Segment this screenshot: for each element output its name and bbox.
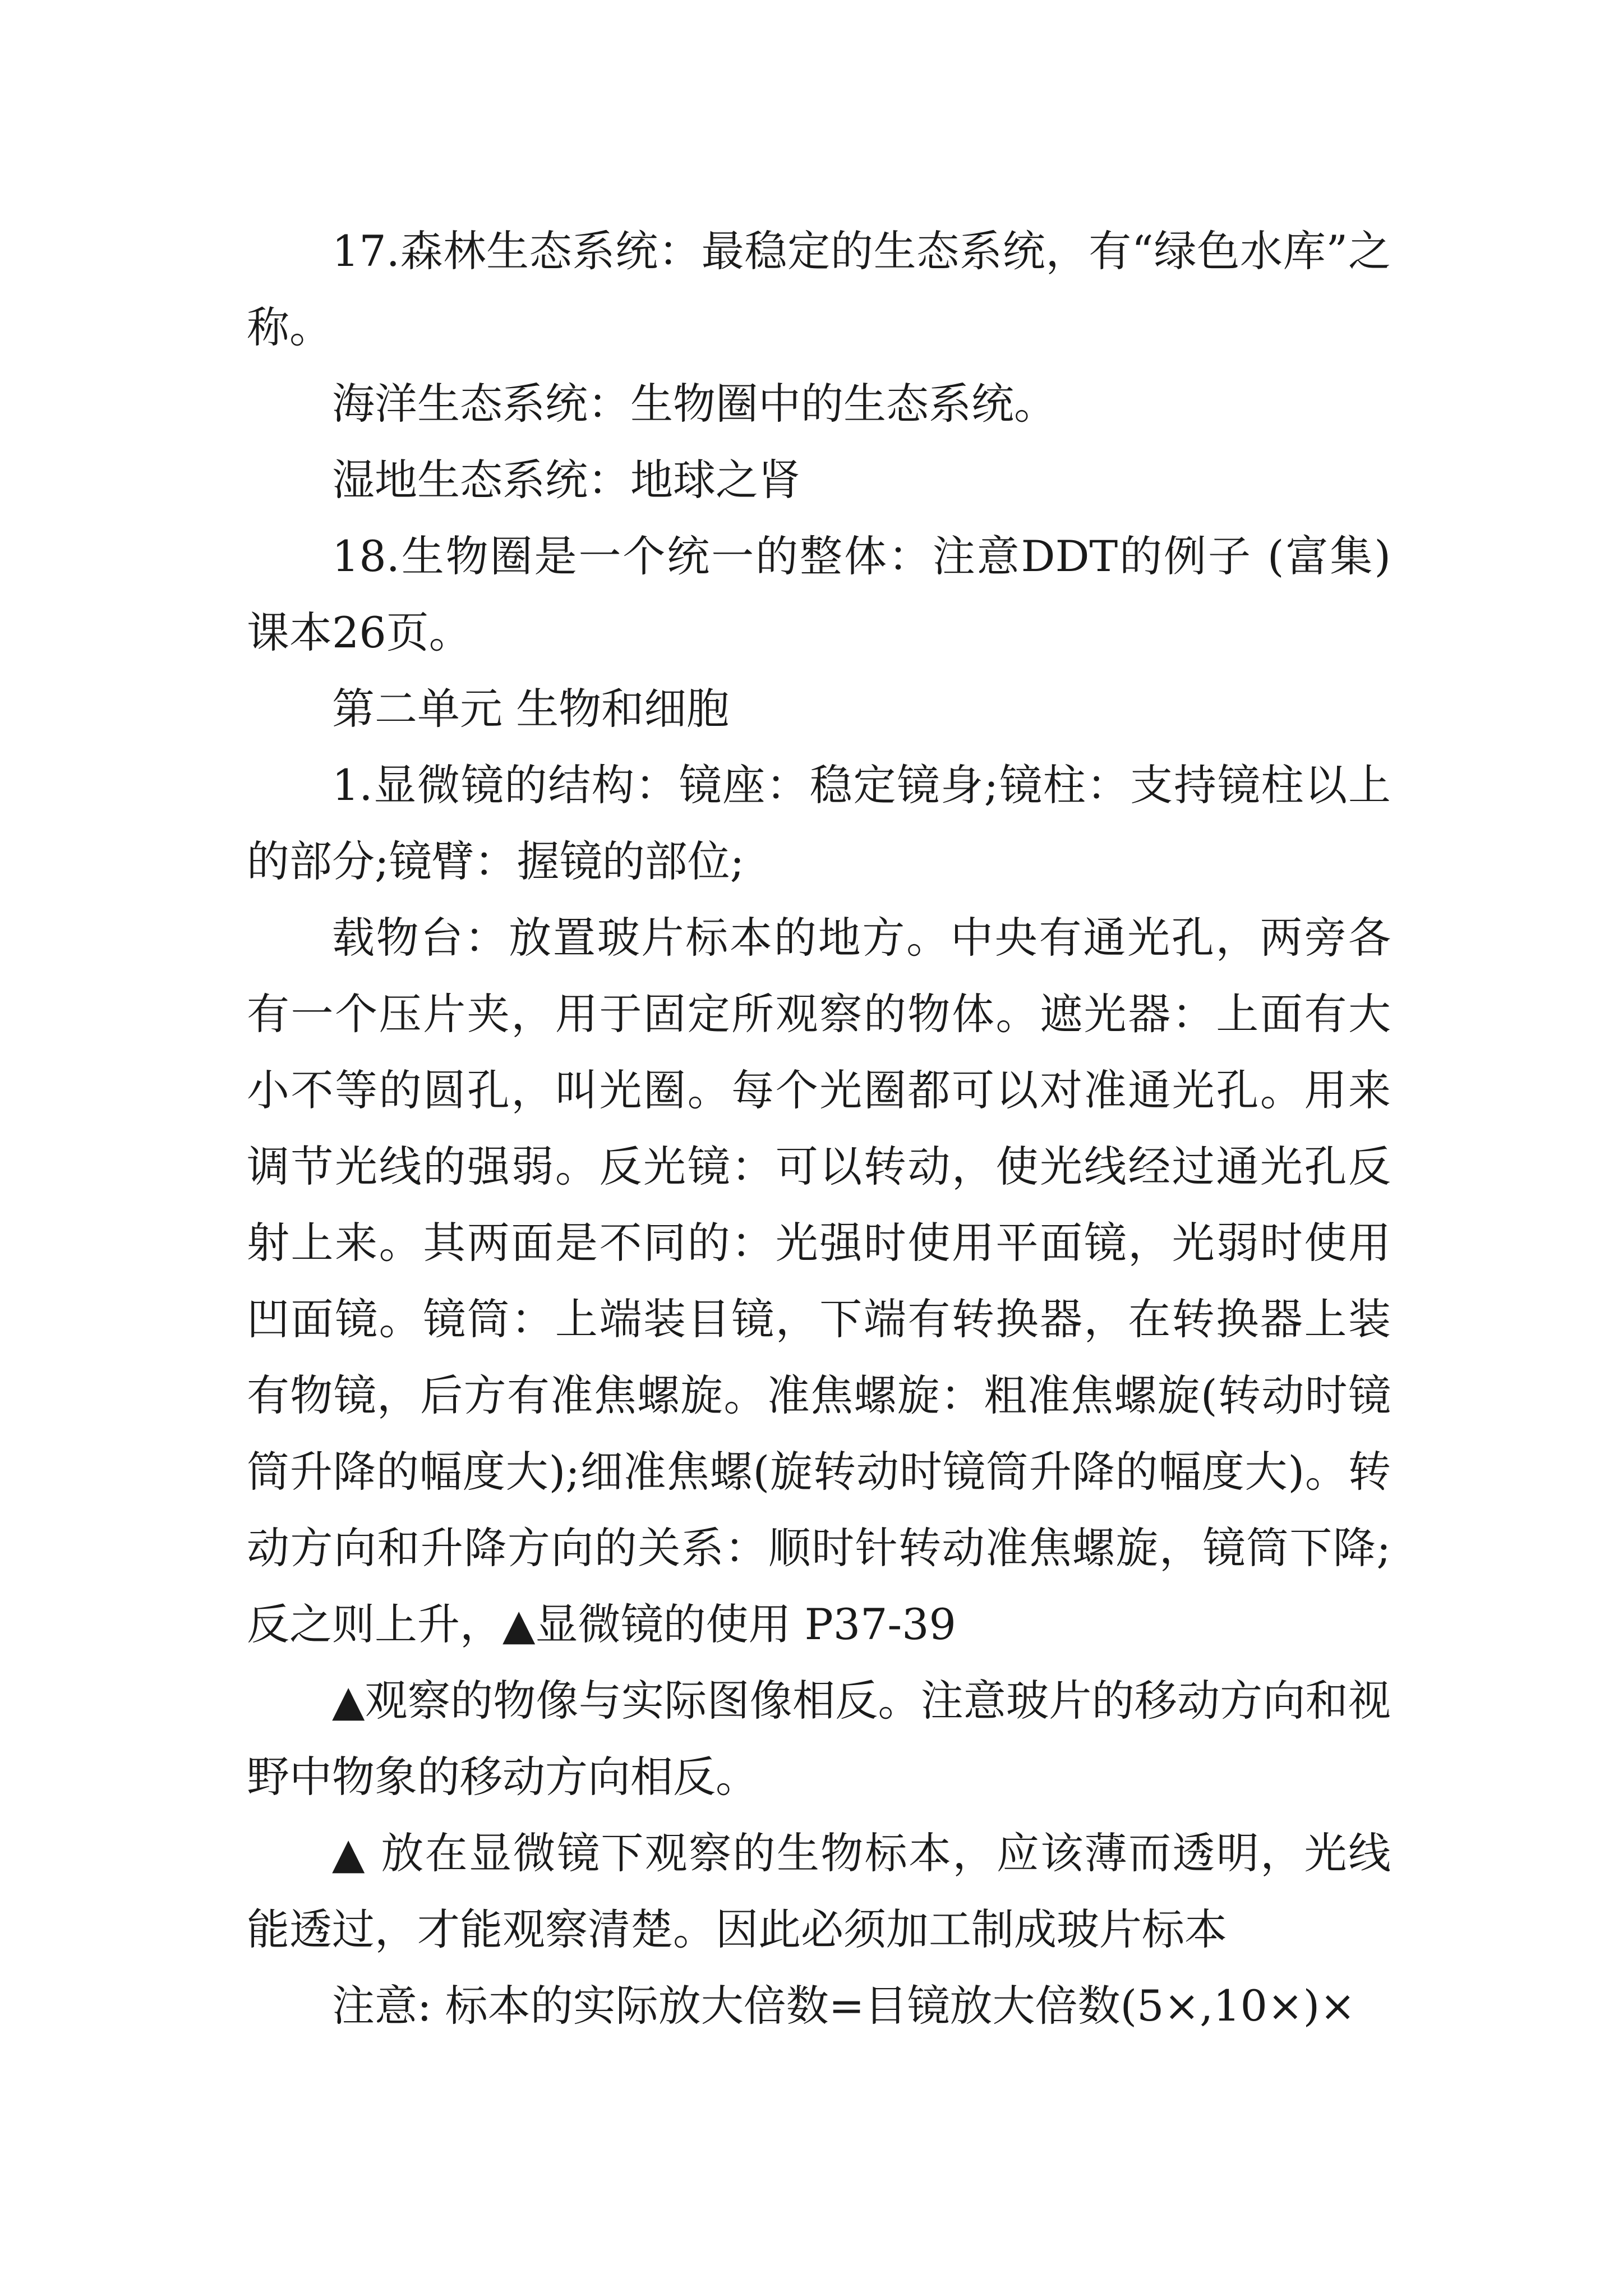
paragraph-wetland-ecosystem: 湿地生态系统：地球之肾 [332, 455, 801, 505]
paragraph-magnification-note: 注意: 标本的实际放大倍数=目镜放大倍数(5×,10×)× [332, 1981, 1356, 2031]
section-heading-unit-two: 第二单元 生物和细胞 [332, 684, 730, 734]
document-body [247, 213, 1391, 2044]
paragraph-microscope-structure: 1.显微镜的结构：镜座：稳定镜身;镜柱：支持镜柱以上的部分;镜臂：握镜的部位; [247, 760, 1391, 886]
paragraph-image-reversed: ▲观察的物像与实际图像相反。注意玻片的移动方向和视野中物象的移动方向相反。 [247, 1676, 1391, 1802]
paragraph-ocean-ecosystem: 海洋生态系统：生物圈中的生态系统。 [332, 379, 1057, 429]
paragraph-forest-ecosystem: 17.森林生态系统：最稳定的生态系统，有“绿色水库”之称。 [247, 226, 1391, 352]
paragraph-specimen-thin: ▲ 放在显微镜下观察的生物标本，应该薄而透明，光线能透过，才能观察清楚。因此必须加工制成玻片标本 [247, 1828, 1391, 1954]
paragraph-biosphere-whole: 18.生物圈是一个统一的整体：注意DDT的例子 (富集)课本26页。 [247, 531, 1391, 657]
paragraph-stage-description: 载物台：放置玻片标本的地方。中央有通光孔，两旁各有一个压片夹，用于固定所观察的物体。遮光器：上面有大小不等的圆孔，叫光圈。每个光圈都可以对准通光孔。用来调节光线的强弱。反光镜：可以转动，使光线经过通光孔反射上来。其两面是不同的：光强时使用平面镜，光弱时使用凹面镜。镜筒：上端装目镜，下端有转换器，在转换器上装有物镜，后方有准焦螺旋。准焦螺旋：粗准焦螺旋(转动时镜筒升降的幅度大);细准焦螺(旋转动时镜筒升降的幅度大)。转动方向和升降方向的关系：顺时针转动准焦螺旋，镜筒下降;反之则上升，▲显微镜的使用 P37-39 [247, 913, 1391, 1649]
